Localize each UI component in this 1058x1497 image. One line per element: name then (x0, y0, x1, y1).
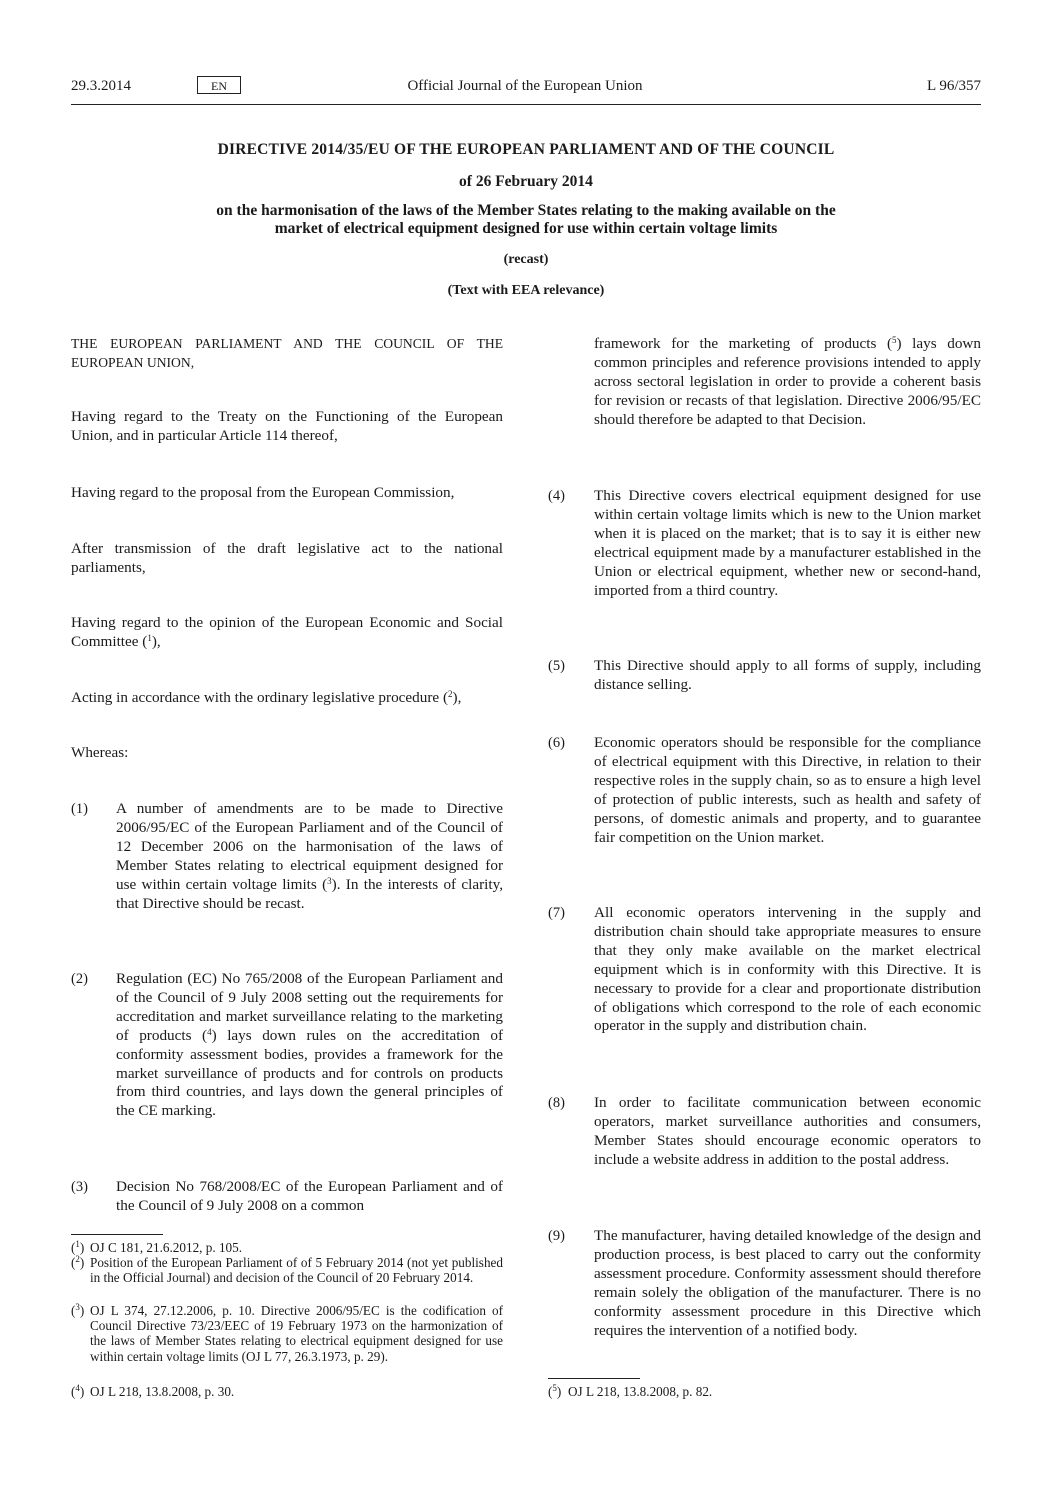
recital-4-text: This Directive covers electrical equipment designed for use within certain voltage limits which is new to the Union market when it is placed on the market; that is to say it is either new electrical equipment made by a manufacturer established in the Union or electrical equipment, whether new or second-hand, imported from a third country. (594, 487, 981, 599)
directive-date: of 26 February 2014 (459, 173, 593, 190)
recital-2-body: Regulation (EC) No 765/2008 of the European Parliament and of the Council of 9 July 2008 setting out the requirements for accreditation and market surveillance relating to the marketing of products ( (116, 970, 503, 1044)
recital-1-tail: ). In the interests of clarity, that Directive should be recast. (116, 875, 503, 912)
recital-3-cont-body: framework for the marketing of products ( (594, 335, 893, 352)
footnote-1-number: ($^1$) (71, 1239, 85, 1255)
recital-3-text-start: Decision No 768/2008/EC of the European Parliament and of the Council of 9 July 2008 on a common (116, 1178, 503, 1214)
footnote-5-number: ($^5$) (548, 1383, 562, 1399)
preamble-parties: THE EUROPEAN PARLIAMENT AND THE COUNCIL OF THE EUROPEAN UNION, (71, 336, 503, 370)
footnote-2-text: Position of the European Parliament of of 5 February 2014 (not yet published in the Official Journal) and decision of the Council of 20 February 2014. (90, 1255, 503, 1286)
recital-3-text-continued (594, 335, 981, 430)
preamble-procedure (71, 689, 503, 708)
footnote-4-text: OJ L 218, 13.8.2008, p. 30. (90, 1384, 235, 1399)
eea-relevance-label: (Text with EEA relevance) (447, 283, 605, 298)
preamble-transmission: After transmission of the draft legislative act to the national parliaments, (71, 540, 503, 576)
footnote-3-text: OJ L 374, 27.12.2006, p. 10. Directive 2006/95/EC is the codification of Council Directive 73/23/EEC of 19 February 1973 on the harmonization of the laws of Member States relating to electrical equipment designed for use within certain voltage limits (OJ L 77, 26.3.1973, p. 29). (90, 1303, 503, 1364)
whereas-heading: Whereas: (71, 744, 129, 761)
footnote-ref-1: 1 (147, 632, 152, 643)
page-reference: L 96/357 (926, 78, 981, 94)
recital-6-number: (6) (548, 735, 565, 751)
footnote-5-mark: 5 (552, 1383, 557, 1393)
footnote-ref-5: 5 (892, 335, 897, 345)
recital-2-text (116, 970, 503, 1121)
publication-date: 29.3.2014 (71, 78, 131, 94)
recital-8-number: (8) (548, 1095, 565, 1111)
footnote-2-mark: 2 (75, 1254, 80, 1264)
recast-label: (recast) (503, 252, 549, 267)
preamble-opinion-tail: ), (151, 632, 161, 650)
recital-5-text: This Directive should apply to all forms of supply, including distance selling. (594, 657, 981, 693)
footnote-4-mark: 4 (75, 1383, 80, 1393)
footnote-2-number: ($^2$) (71, 1254, 85, 1270)
footnote-rule-left (71, 1234, 163, 1235)
directive-title: DIRECTIVE 2014/35/EU OF THE EUROPEAN PARLIAMENT AND OF THE COUNCIL (217, 141, 835, 158)
recital-8-text: In order to facilitate communication between economic operators, market surveillance authorities and consumers, Member States should encourage economic operators to include a website address in addition to the postal address. (594, 1094, 981, 1168)
preamble-opinion-text: Having regard to the opinion of the European Economic and Social Committee ( (71, 614, 503, 650)
preamble-procedure-tail: ), (452, 689, 462, 706)
recital-3-cont-tail: ) lays down common principles and reference provisions intended to apply across sectoral legislation in order to provide a coherent basis for revision or recasts of that legislation. Directive 2006/95/EC should therefore be adapted to that Decision. (594, 335, 981, 428)
footnote-ref-4: 4 (207, 1026, 212, 1037)
recital-7-number: (7) (548, 905, 565, 921)
footnote-1-text: OJ C 181, 21.6.2012, p. 105. (90, 1240, 243, 1255)
footnote-1-mark: 1 (75, 1239, 80, 1249)
recital-9-text: The manufacturer, having detailed knowledge of the design and production process, is best placed to carry out the conformity assessment procedure. Conformity assessment should therefore remain solely the obligation of the manufacturer. There is no conformity assessment procedure in this Directive which requires the intervention of a notified body. (594, 1227, 981, 1339)
recital-2-tail: ) lays down rules on the accreditation of conformity assessment bodies, provides a framework for the market surveillance of products and for controls on products from third countries, and lays down the general principles of the CE marking. (116, 1026, 504, 1120)
recital-2-number: (2) (71, 971, 88, 987)
recital-1-number: (1) (71, 801, 88, 817)
recital-3-number: (3) (71, 1179, 88, 1195)
recital-6-text: Economic operators should be responsible for the compliance of electrical equipment with this Directive, in relation to their respective roles in the supply chain, so as to ensure a high level of protection of public interests, such as health and safety of persons, of domestic animals and property, and to guarantee fair competition on the Union market. (594, 734, 981, 846)
journal-title: Official Journal of the European Union (407, 78, 643, 94)
language-badge: EN (197, 76, 241, 94)
footnote-3-mark: 3 (75, 1302, 80, 1312)
footnote-ref-2: 2 (448, 689, 453, 699)
footnote-3-number: ($^3$) (71, 1302, 85, 1318)
directive-subject-line-2: market of electrical equipment designed for use within certain voltage limits (274, 220, 778, 237)
preamble-treaty: Having regard to the Treaty on the Functioning of the European Union, and in particular Article 114 thereof, (71, 408, 503, 444)
preamble-opinion (71, 614, 503, 652)
directive-subject (71, 202, 981, 238)
recital-5-number: (5) (548, 658, 565, 674)
preamble-proposal: Having regard to the proposal from the European Commission, (71, 484, 455, 501)
footnote-ref-3: 3 (327, 875, 332, 886)
recital-9-number: (9) (548, 1228, 565, 1244)
header-rule (71, 104, 981, 105)
footnote-rule-right (548, 1378, 640, 1379)
recital-7-text: All economic operators intervening in the supply and distribution chain should take appropriate measures to ensure that they only make available on the market electrical equipment which is in conformity with this Directive. It is necessary to provide for a clear and proportionate distribution of obligations which correspond to the role of each economic operator in the supply and distribution chain. (594, 904, 981, 1035)
recital-4-number: (4) (548, 488, 565, 504)
recital-1-text (116, 800, 503, 913)
recital-1-body: A number of amendments are to be made to Directive 2006/95/EC of the European Parliament and of the Council of 12 December 2006 on the harmonisation of the laws of Member States relating to electrical equipment designed for use within certain voltage limits ( (116, 800, 503, 893)
footnote-5-text: OJ L 218, 13.8.2008, p. 82. (568, 1384, 713, 1399)
directive-subject-line-1: on the harmonisation of the laws of the Member States relating to the making available on the (216, 202, 836, 219)
preamble-procedure-text: Acting in accordance with the ordinary legislative procedure ( (71, 689, 449, 706)
footnote-4-number: ($^4$) (71, 1383, 85, 1399)
